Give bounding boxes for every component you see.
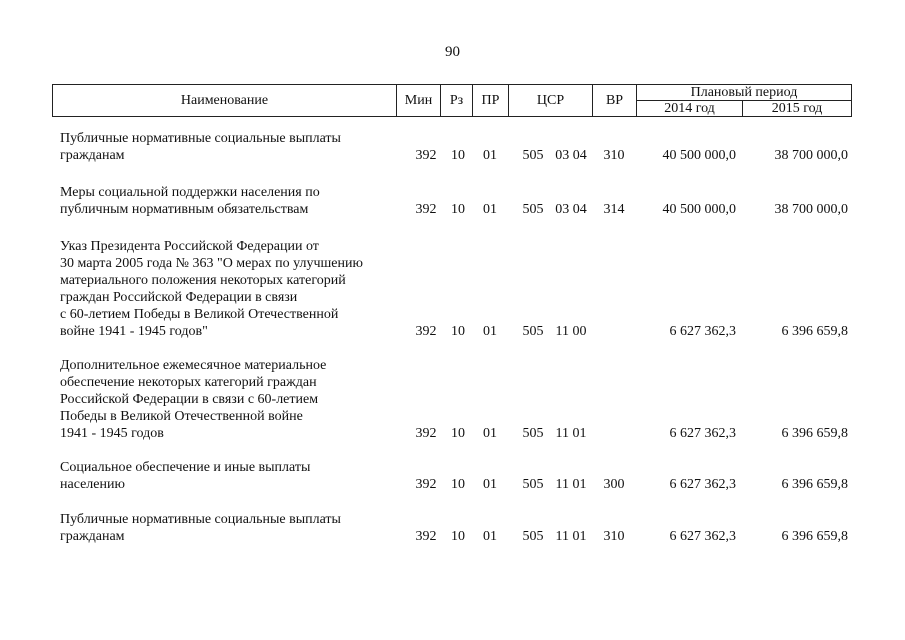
row-csr-program: 505	[522, 477, 544, 492]
row-name-line: населению	[60, 477, 125, 492]
row-name-line: Дополнительное ежемесячное материальное	[60, 358, 327, 373]
row-csr-program: 505	[522, 148, 544, 163]
row-name	[60, 511, 400, 545]
row-amount-2015: 6 396 659,8	[781, 426, 848, 441]
row-name-line: 30 марта 2005 года № 363 "О мерах по улучшению	[60, 256, 363, 271]
row-name	[60, 130, 400, 164]
row-csr-program: 505	[522, 324, 544, 339]
row-rz: 10	[451, 477, 465, 492]
row-csr-code: 03 04	[555, 202, 587, 217]
row-min: 392	[415, 202, 437, 217]
header-year-2015: 2015 год	[771, 100, 823, 116]
row-name-line: Российской Федерации в связи с 60-летием	[60, 392, 319, 407]
row-pr: 01	[483, 148, 497, 163]
row-csr-code: 11 00	[555, 324, 587, 339]
row-pr: 01	[483, 477, 497, 492]
header-vr: ВР	[593, 85, 637, 116]
header-pr: ПР	[473, 85, 509, 116]
row-rz: 10	[451, 148, 465, 163]
row-csr-code: 03 04	[555, 148, 587, 163]
row-pr: 01	[483, 426, 497, 441]
row-name-line: Публичные нормативные социальные выплаты	[60, 131, 341, 146]
row-min: 392	[415, 477, 437, 492]
row-name	[60, 459, 400, 493]
row-csr-code: 11 01	[555, 426, 587, 441]
row-amount-2015: 6 396 659,8	[781, 529, 848, 544]
table-row	[52, 357, 852, 442]
header-period-title: Плановый период	[637, 85, 851, 101]
row-amount-2015: 6 396 659,8	[781, 324, 848, 339]
table-row	[52, 511, 852, 545]
row-vr: 310	[603, 529, 625, 544]
row-name-line: обеспечение некоторых категорий граждан	[60, 375, 317, 390]
row-rz: 10	[451, 202, 465, 217]
row-name	[60, 238, 400, 340]
row-rz: 10	[451, 426, 465, 441]
row-name-line: с 60-летием Победы в Великой Отечественной	[60, 307, 339, 322]
row-name-line: 1941 - 1945 годов	[60, 426, 164, 441]
row-min: 392	[415, 148, 437, 163]
row-min: 392	[415, 426, 437, 441]
row-name-line: Меры социальной поддержки населения по	[60, 185, 320, 200]
row-amount-2014: 40 500 000,0	[662, 148, 736, 163]
row-pr: 01	[483, 324, 497, 339]
header-planned-period	[637, 85, 851, 116]
table-row	[52, 184, 852, 218]
header-rz: Рз	[441, 85, 473, 116]
row-amount-2014: 6 627 362,3	[669, 477, 736, 492]
row-name-line: Публичные нормативные социальные выплаты	[60, 512, 341, 527]
row-amount-2015: 38 700 000,0	[774, 148, 848, 163]
row-name-line: Указ Президента Российской Федерации от	[60, 239, 319, 254]
row-amount-2014: 40 500 000,0	[662, 202, 736, 217]
header-csr: ЦСР	[509, 85, 593, 116]
row-name-line: гражданам	[60, 148, 125, 163]
row-name-line: материального положения некоторых категорий	[60, 273, 346, 288]
row-name	[60, 184, 400, 218]
row-csr-program: 505	[522, 426, 544, 441]
header-year-2014: 2014 год	[637, 101, 743, 116]
header-min: Мин	[397, 85, 441, 116]
row-name-line: Победы в Великой Отечественной войне	[60, 409, 303, 424]
row-rz: 10	[451, 529, 465, 544]
row-name-line: войне 1941 - 1945 годов"	[60, 324, 208, 339]
row-name-line: гражданам	[60, 529, 125, 544]
row-name-line: Социальное обеспечение и иные выплаты	[60, 460, 311, 475]
row-csr-program: 505	[522, 529, 544, 544]
table-row	[52, 130, 852, 164]
row-min: 392	[415, 529, 437, 544]
row-name	[60, 357, 400, 442]
table-row	[52, 459, 852, 493]
row-csr-code: 11 01	[555, 477, 587, 492]
row-min: 392	[415, 324, 437, 339]
row-pr: 01	[483, 529, 497, 544]
row-name-line: граждан Российской Федерации в связи	[60, 290, 298, 305]
row-vr: 300	[603, 477, 625, 492]
row-amount-2015: 38 700 000,0	[774, 202, 848, 217]
header-name: Наименование	[53, 85, 397, 116]
row-amount-2014: 6 627 362,3	[669, 324, 736, 339]
row-amount-2014: 6 627 362,3	[669, 426, 736, 441]
row-rz: 10	[451, 324, 465, 339]
row-csr-program: 505	[522, 202, 544, 217]
row-csr-code: 11 01	[555, 529, 587, 544]
row-vr: 310	[603, 148, 625, 163]
row-vr: 314	[603, 202, 625, 217]
row-pr: 01	[483, 202, 497, 217]
row-amount-2014: 6 627 362,3	[669, 529, 736, 544]
table-header	[52, 84, 852, 117]
table-row	[52, 238, 852, 340]
page-number: 90	[445, 44, 460, 60]
row-amount-2015: 6 396 659,8	[781, 477, 848, 492]
row-name-line: публичным нормативным обязательствам	[60, 202, 309, 217]
